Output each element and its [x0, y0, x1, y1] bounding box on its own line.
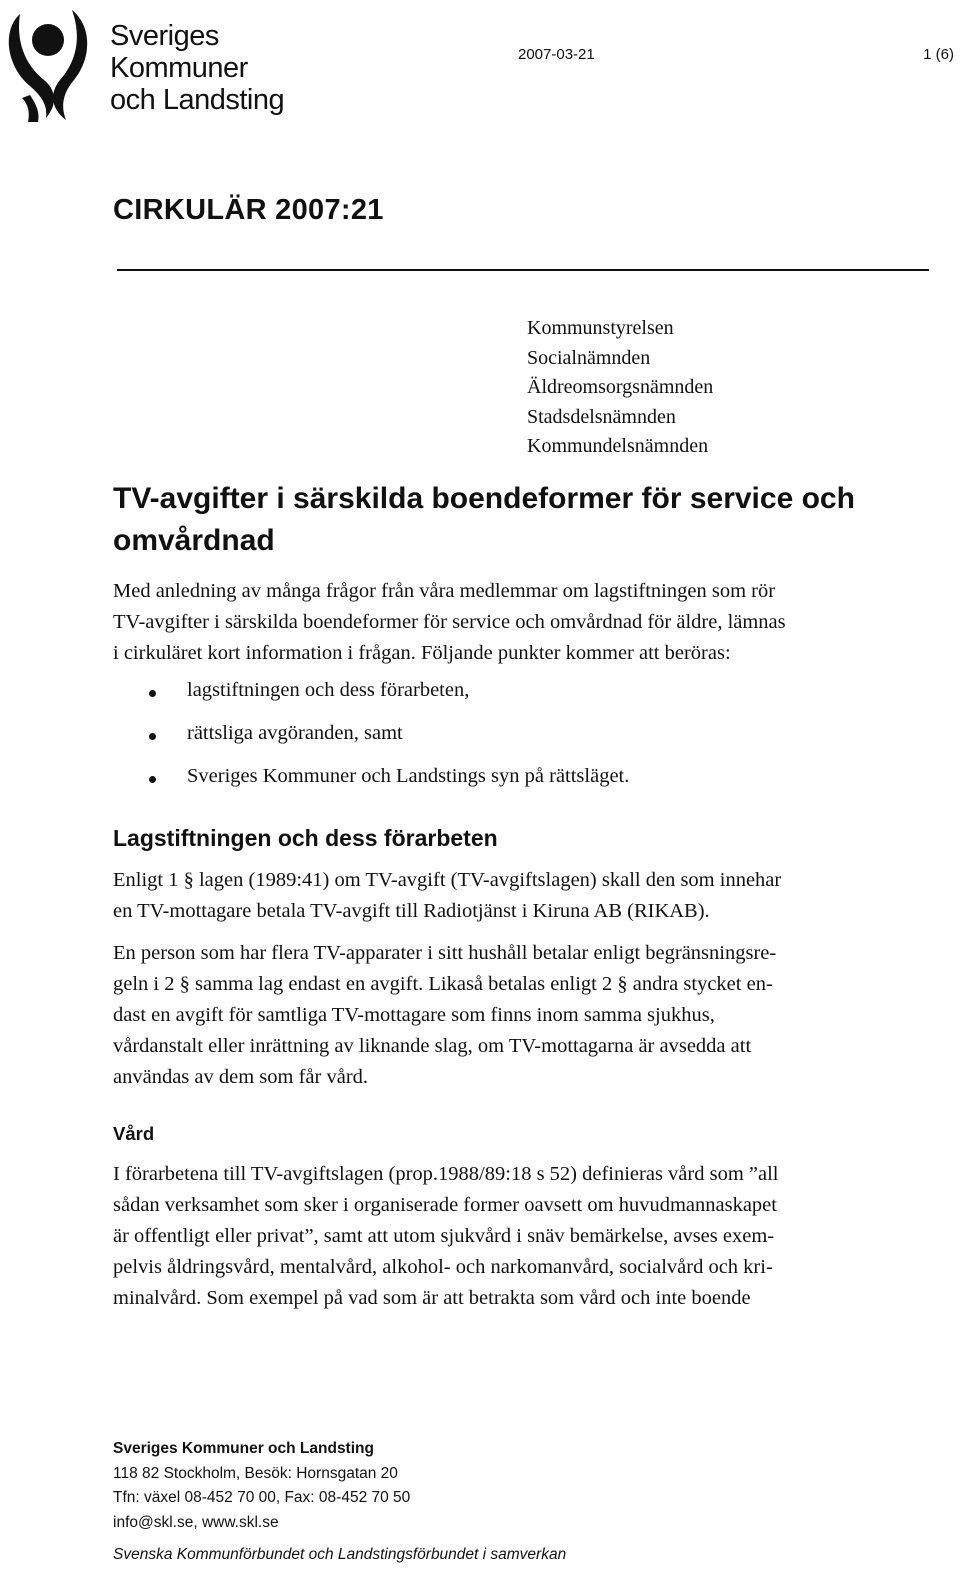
recipient: Socialnämnden: [527, 346, 651, 369]
text-line: Enligt 1 § lagen (1989:41) om TV-avgift (TV-avgiftslagen) skall den som innehar: [113, 869, 782, 891]
text-line: pelvis åldringsvård, mentalvård, alkohol- och narkomanvård, socialvård och kri-: [113, 1256, 773, 1278]
text-line: sådan verksamhet som sker i organiserade former oavsett om huvudmannaskapet: [113, 1194, 777, 1216]
text-line: TV-avgifter i särskilda boendeformer för service och omvårdnad för äldre, lämnas: [113, 611, 786, 633]
subsection-heading: Vård: [113, 1123, 155, 1144]
text-line: i cirkuläret kort information i frågan. Följande punkter kommer att beröras:: [113, 642, 731, 664]
logo-text-line-1: Sveriges: [110, 20, 219, 52]
recipient: Stadsdelsnämnden: [527, 405, 676, 428]
text-line: dast en avgift för samtliga TV-mottagare som finns inom samma sjukhus,: [113, 1004, 715, 1026]
text-line: en TV-mottagare betala TV-avgift till Radiotjänst i Kiruna AB (RIKAB).: [113, 900, 710, 922]
list-item-text: rättsliga avgöranden, samt: [187, 722, 403, 744]
text-line: En person som har flera TV-apparater i sitt hushåll betalar enligt begränsningsre-: [113, 942, 777, 964]
list-item-text: Sveriges Kommuner och Landstings syn på rättsläget.: [187, 765, 630, 787]
footer-contact: [113, 1437, 410, 1535]
header-divider: [117, 269, 929, 271]
circular-number: CIRKULÄR 2007:21: [113, 194, 384, 226]
text-line: I förarbetena till TV-avgiftslagen (prop.1988/89:18 s 52) definieras vård som ”all: [113, 1163, 779, 1185]
text-line: vårdanstalt eller inrättning av liknande slag, om TV-mottagarna är avsedda att: [113, 1035, 752, 1057]
bullet-icon: [149, 776, 156, 783]
text-line: minalvård. Som exempel på vad som är att betrakta som vård och inte boende: [113, 1287, 751, 1309]
document-date: 2007-03-21: [518, 46, 595, 63]
text-line: är offentligt eller privat”, samt att utom sjukvård i snäv bemärkelse, avses exem-: [113, 1225, 775, 1247]
skl-figure-logo-icon: [0, 0, 100, 125]
text-line: Med anledning av många frågor från våra medlemmar om lagstiftningen som rör: [113, 580, 776, 602]
page-number: 1 (6): [923, 46, 954, 63]
recipient-list: [527, 314, 713, 462]
bullet-icon: [149, 733, 156, 740]
recipient: Äldreomsorgsnämnden: [527, 376, 714, 398]
recipient: Kommundelsnämnden: [527, 435, 709, 457]
section-paragraph-1: [113, 865, 933, 927]
logo-text-line-2: Kommuner: [110, 52, 248, 84]
section-heading: Lagstiftningen och dess förarbeten: [113, 825, 498, 851]
intro-paragraph: [113, 576, 933, 669]
recipient: Kommunstyrelsen: [527, 317, 674, 339]
organization-logo: [0, 0, 300, 125]
footer-web[interactable]: info@skl.se, www.skl.se: [113, 1513, 279, 1531]
footer-address: 118 82 Stockholm, Besök: Hornsgatan 20: [113, 1464, 398, 1482]
text-line: geln i 2 § samma lag endast en avgift. Likaså betalas enligt 2 § andra stycket en-: [113, 973, 773, 995]
vard-paragraph: [113, 1159, 933, 1314]
footer-phone: Tfn: växel 08-452 70 00, Fax: 08-452 70 50: [113, 1489, 411, 1506]
footer-tagline: Svenska Kommunförbundet och Landstingsförbundet i samverkan: [113, 1546, 567, 1563]
bullet-icon: [149, 690, 156, 697]
footer-organization: Sveriges Kommuner och Landsting: [113, 1440, 374, 1457]
text-line: användas av dem som får vård.: [113, 1066, 369, 1088]
logo-text-line-3: och Landsting: [110, 84, 285, 116]
list-item-text: lagstiftningen och dess förarbeten,: [187, 679, 470, 701]
section-paragraph-2: [113, 938, 933, 1093]
document-title: TV-avgifter i särskilda boendeformer för service och omvårdnad: [113, 482, 855, 557]
